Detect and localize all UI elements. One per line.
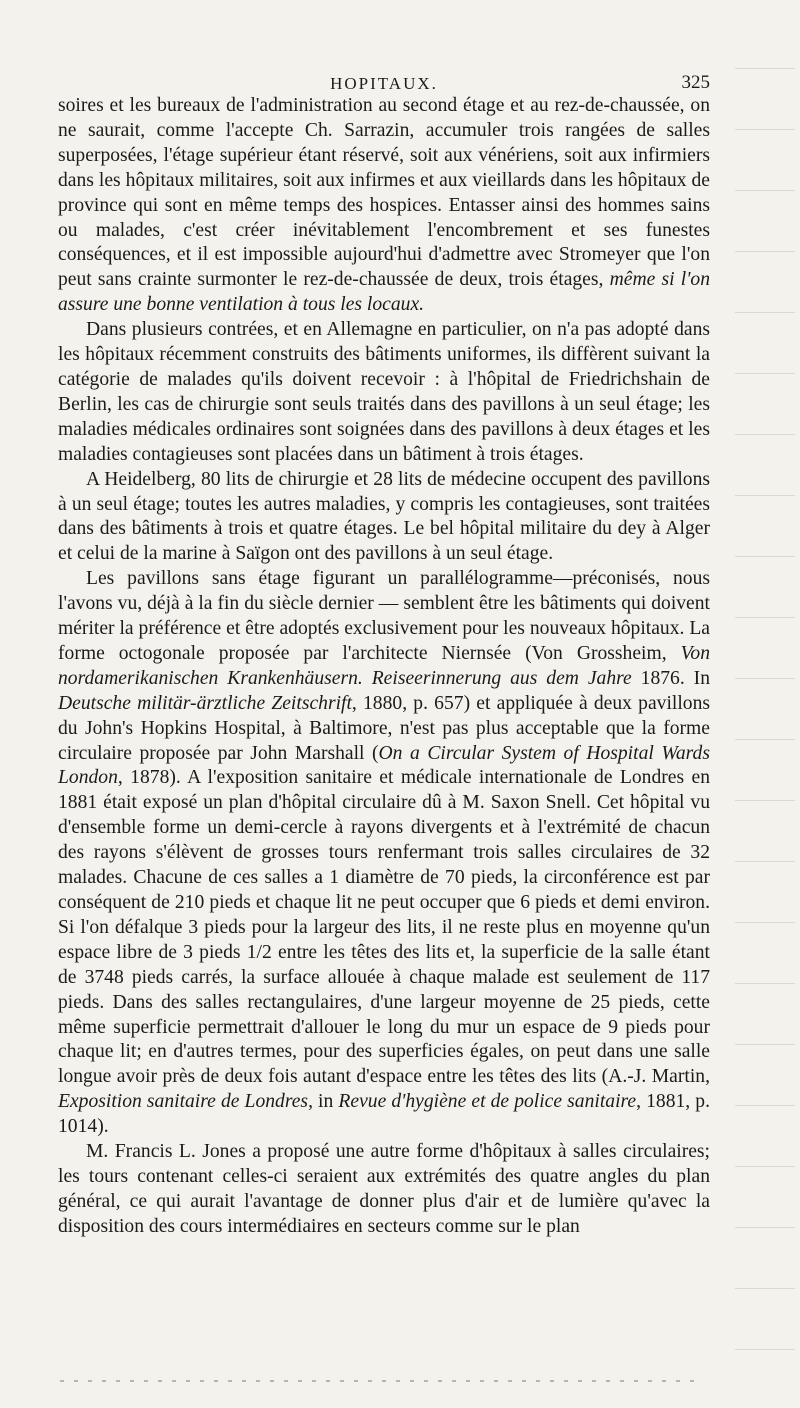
text-run: Dans plusieurs contrées, et en Allemagne en particulier, on n'a pas adopté dans les hôpitaux récemment construits des bâtiments uniformes, ils diffèrent suivant la catégorie de malades qu'ils doivent recevoir : à l'hôpital de Friedrichshain de Berlin, les cas de chirurgie sont seuls traités dans des pavillons à un seul étage; les maladies médicales ordinaires sont soignées dans des pavillons à deux étages et les maladies contagieuses sont placées dans un bâtiment à trois étages.	[58, 319, 710, 465]
running-head: HOPITAUX.	[330, 74, 438, 93]
text-run: M. Francis L. Jones a proposé une autre forme d'hôpitaux à salles circulaires; les tours contenant celles-ci seraient aux extrémités des quatre angles du plan général, ce qui aurait l'avantage de donner plus d'air et de lumière qu'avec la disposition des cours intermédiaires en secteurs comme sur le plan	[58, 1141, 710, 1237]
text-run: soires et les bureaux de l'administration au second étage et au rez-de-chaussée, on ne saurait, comme l'accepte Ch. Sarrazin, accumuler trois rangées de salles superposées, l'étage supérieur étant réservé, soit aux vénériens, soit aux infirmiers dans les hôpitaux militaires, soit aux infirmes et aux vieillards dans les hôpitaux de province qui sont en même temps des hospices. Entasser ainsi des hommes sains ou malades, c'est créer inévitablement l'encombrement et ses funestes conséquences, et il est impossible aujourd'hui d'admettre avec Stromeyer que l'on peut sans crainte surmonter le rez-de-chaussée de deux, trois étages,	[58, 95, 710, 291]
paragraph	[58, 318, 710, 467]
text-run: , 1881, p. 1014).	[58, 1091, 711, 1138]
italic-text: Deutsche militär-ärztliche Zeitschrift	[58, 692, 352, 714]
text-run: Les pavillons sans étage figurant un parallélogramme—préconisés, nous l'avons vu, déjà à la fin du siècle dernier — semblent être les bâtiments qui doivent mériter la préférence et être adoptés exclusivement pour les nouveaux hôpitaux. La forme octogonale proposée par l'architecte Niernsée (Von Grossheim,	[58, 568, 710, 664]
text-run: 1876. In	[631, 667, 710, 689]
paragraph	[58, 567, 710, 1140]
paragraph	[58, 468, 710, 568]
paragraph	[58, 1140, 710, 1240]
body-text	[58, 94, 710, 1240]
italic-text: Von nordamerikanischen Krankenhäusern. Reiseerinnerung aus dem Jahre	[58, 642, 710, 689]
page-number: 325	[681, 72, 710, 93]
text-run: , 1878). A l'exposition sanitaire et médicale internationale de Londres en 1881 était exposé un plan d'hôpital circulaire dû à M. Saxon Snell. Cet hôpital vu d'ensemble forme un demi-cercle à rayons divergents et à l'extrémité de chacun des rayons s'élèvent de grosses tours renfermant trois salles circulaires de 32 malades. Chacune de ces salles a 1 diamètre de 70 pieds, la circonférence est par conséquent de 210 pieds et chaque lit ne peut occuper que 6 pieds et demi environ. Si l'on défalque 3 pieds pour la largeur des lits, il ne reste plus en moyenne qu'un espace libre de 3 pieds 1/2 entre les têtes des lits et, la superficie de la salle étant de 3748 pieds carrés, la surface allouée à chaque malade est seulement de 117 pieds. Dans des salles rectangulaires, d'une largeur moyenne de 25 pieds, cette même superficie permettrait d'allouer le long du mur un espace de 9 pieds pour chaque lit; en d'autres termes, pour des superficies égales, on peut dans une salle longue avoir près de deux fois autant d'espace entre les têtes des lits (A.-J. Martin,	[58, 767, 710, 1088]
italic-text: Exposition sanitaire de Londres	[58, 1091, 309, 1113]
margin-scan-artifacts	[735, 30, 795, 1380]
text-run: A Heidelberg, 80 lits de chirurgie et 28 lits de médecine occupent des pavillons à un seul étage; toutes les autres maladies, y compris les contagieuses, sont traitées dans des bâtiments à trois et quatre étages. Le bel hôpital militaire du dey à Alger et celui de la marine à Saïgon ont des pavillons à un seul étage.	[58, 468, 710, 565]
italic-text: même si l'on assure une bonne ventilation à tous les locaux.	[58, 269, 710, 316]
italic-text: Revue d'hygiène et de police sanitaire	[338, 1091, 637, 1113]
text-run: , 1880, p. 657) et appliquée à deux pavillons du John's Hopkins Hospital, à Baltimore, n'est pas plus acceptable que la forme circulaire proposée par John Marshall (	[58, 692, 710, 764]
bottom-scan-artifacts	[60, 1380, 700, 1382]
paragraph	[58, 94, 710, 318]
italic-text: On a Circular System of Hospital Wards London	[58, 742, 710, 789]
text-run: , in	[308, 1091, 339, 1113]
